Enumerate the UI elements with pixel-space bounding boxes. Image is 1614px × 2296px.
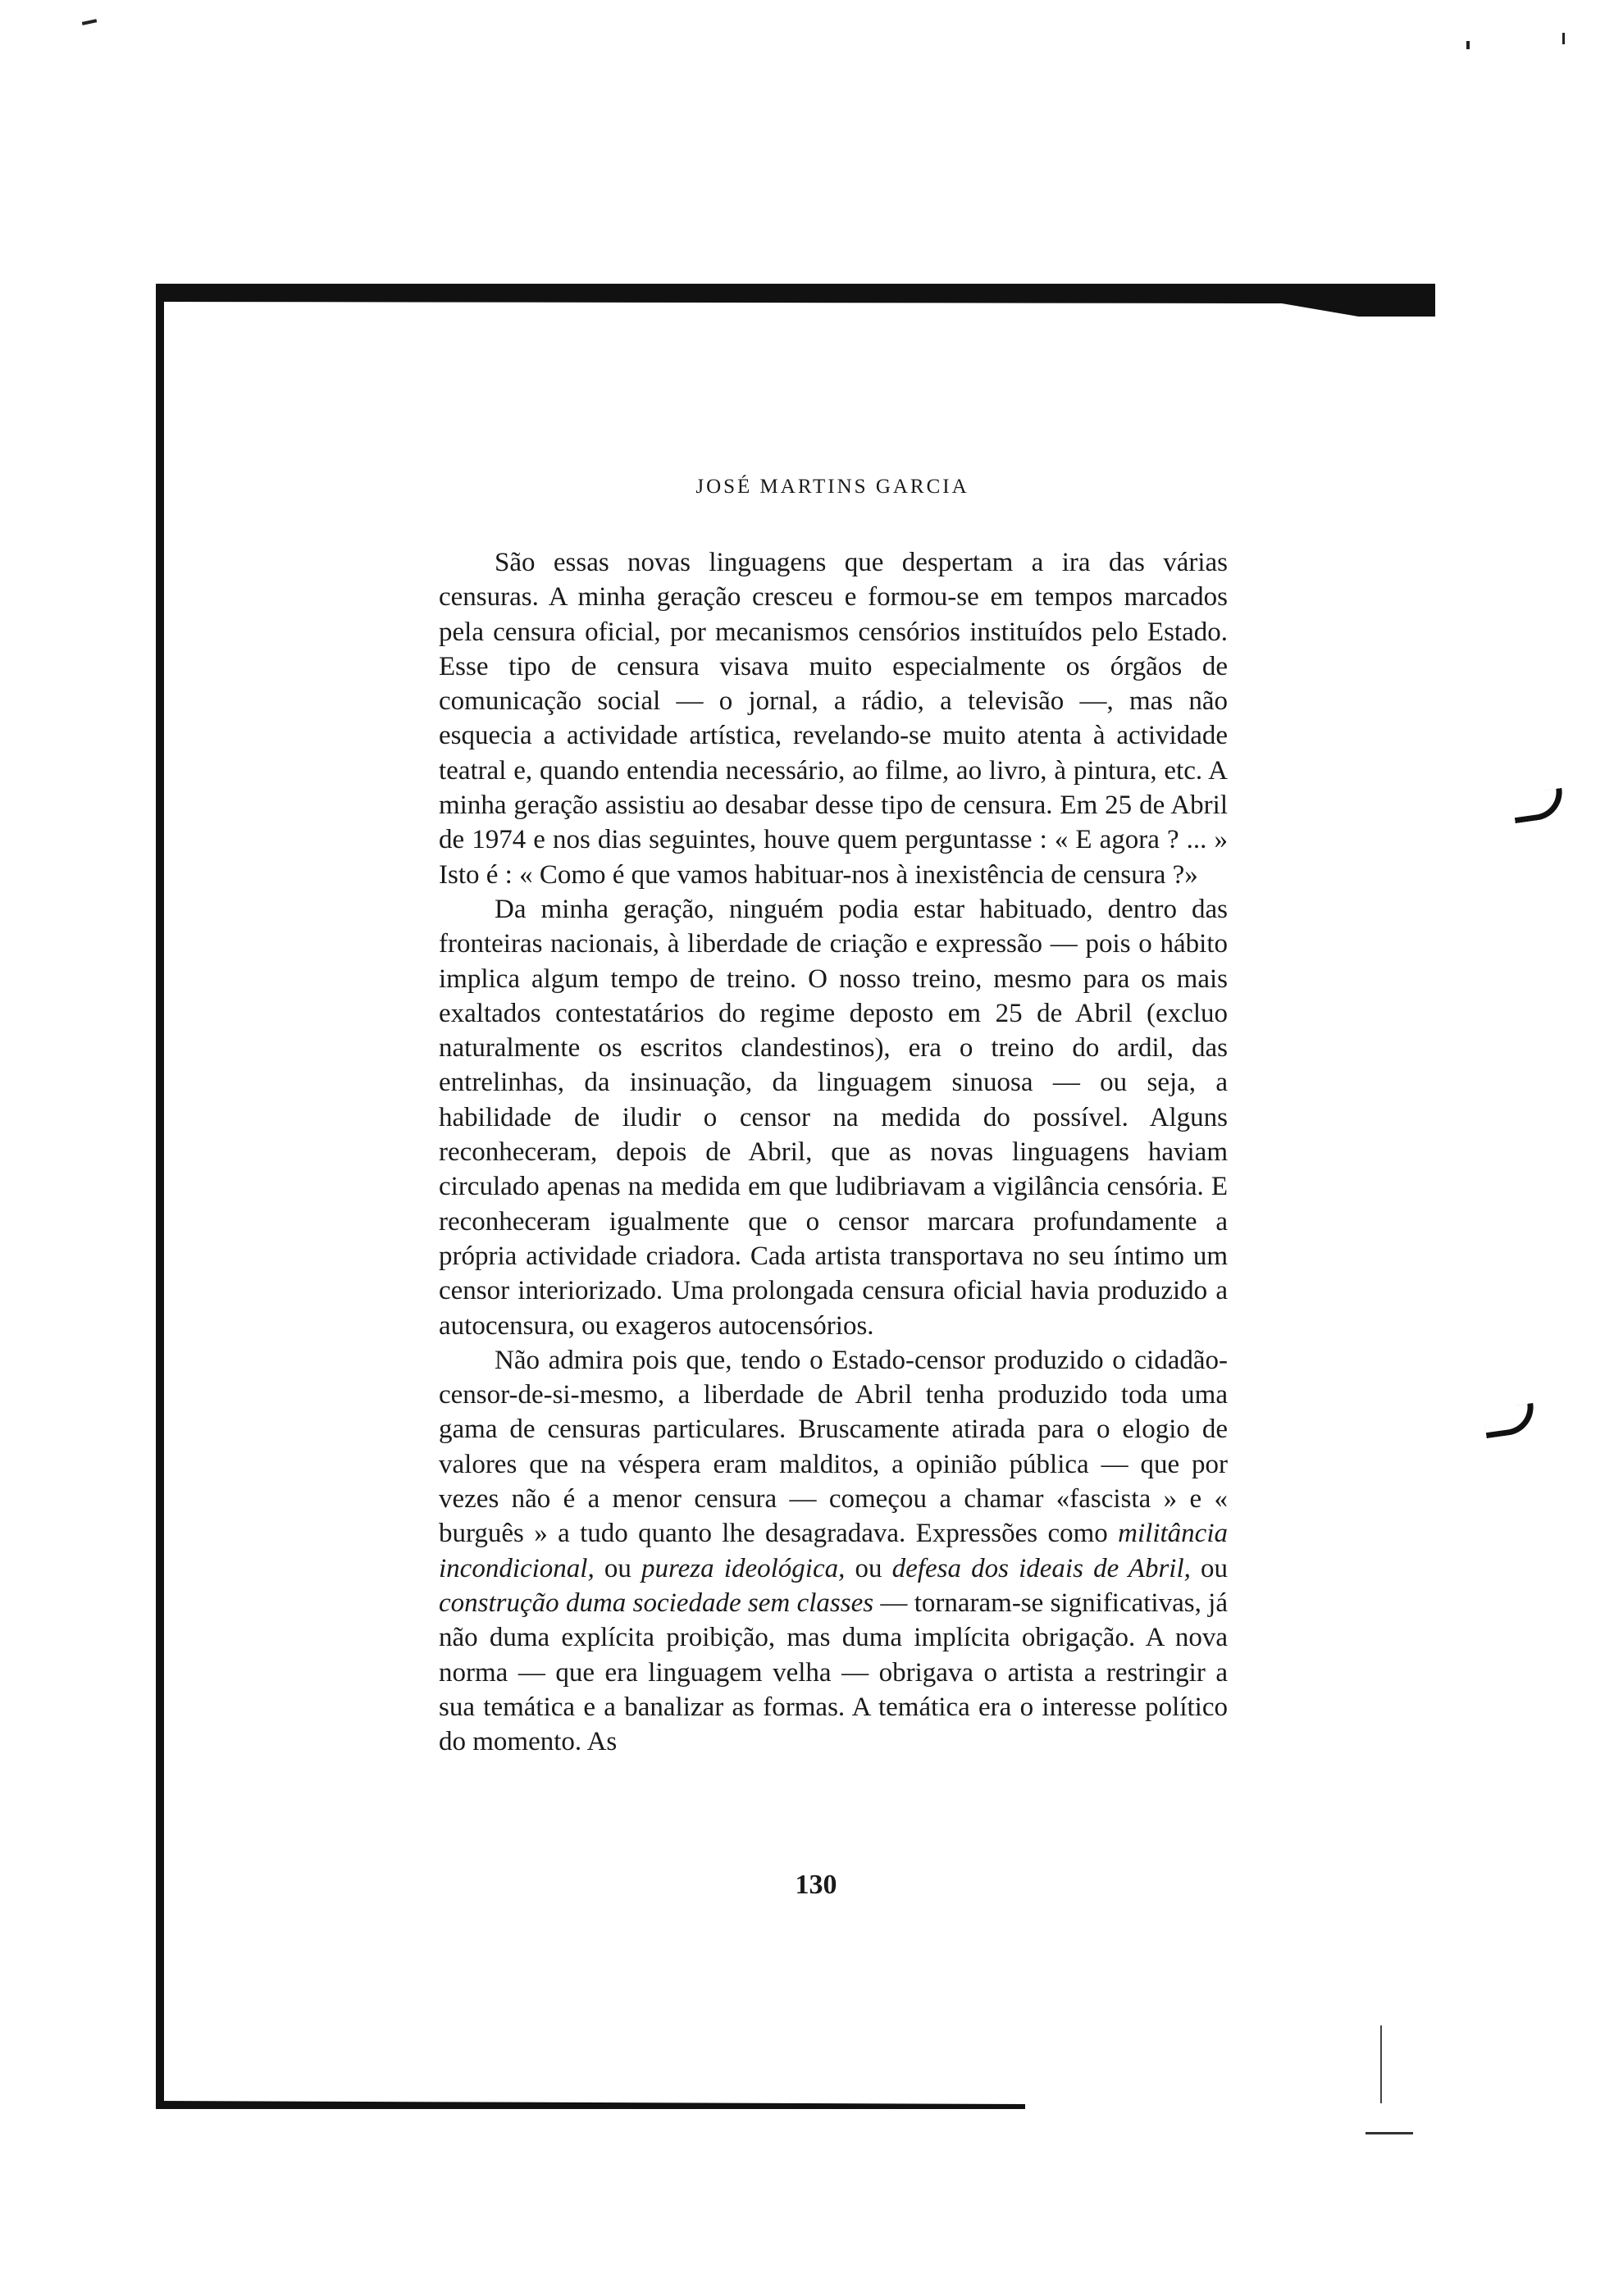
body-text: [439, 545, 1228, 1759]
italic-phrase: pureza ideológica,: [641, 1553, 846, 1583]
scan-speck: [82, 19, 97, 25]
paragraph: [439, 1343, 1228, 1760]
italic-phrase: defesa dos ideais de Abril,: [891, 1553, 1191, 1583]
scan-frame-top-edge: [156, 284, 1435, 317]
running-head: JOSÉ MARTINS GARCIA: [695, 476, 969, 498]
paragraph: São essas novas linguagens que despertam a ira das várias censuras. A minha geração cresceu e formou-se em tempos marcados pela censura oficial, por mecanismos censórios instituídos pelo Estado. Esse tipo de censura visava muito especialmente os órgãos de comunicação social — o jornal, a rádio, a televisão —, mas não esquecia a actividade artística, revelando-se muito atenta à actividade teatral e, quando entendia necessário, ao filme, ao livro, à pintura, etc. A minha geração assistiu ao desabar desse tipo de censura. Em 25 de Abril de 1974 e nos dias seguintes, houve quem perguntasse : « E agora ? ... » Isto é : « Como é que vamos habituar-nos à inexistência de censura ?»: [439, 548, 1228, 890]
italic-phrase: militância incondicional,: [439, 1519, 1228, 1583]
scan-speck: [1466, 41, 1470, 49]
paragraph-text: Não admira pois que, tendo o Estado-censor produzido o cidadão-censor-de-si-mesmo, a liberdade de Abril tenha produzido toda uma gama de censuras particulares. Bruscamente atirada para o elogio de valores que na véspera eram malditos, a opinião pública — que por vezes não é a menor censura — começou a chamar «fascista » e « burguês » a tudo quanto lhe desagradava. Expressões como: [439, 1345, 1228, 1549]
margin-rule: [1380, 2025, 1382, 2103]
margin-check-mark: [1483, 1403, 1537, 1438]
margin-check-mark: [1511, 788, 1566, 823]
scan-frame-left-edge: [156, 284, 164, 2108]
paragraph-text: ou: [1190, 1553, 1229, 1583]
paragraph-text: — tornaram-se significativas, já não duma explícita proibição, mas duma implícita obrigação. A nova norma — que era linguagem velha — obrigava o artista a restringir a sua temática e a banalizar as formas. A temática era o interesse político do momento. As: [439, 1588, 1228, 1757]
italic-phrase: construção duma sociedade sem classes: [439, 1588, 874, 1618]
paragraph-text: ou: [845, 1553, 892, 1583]
margin-rule-foot: [1366, 2132, 1413, 2134]
paragraph-text: ou: [594, 1553, 642, 1583]
page-number: 130: [795, 1870, 837, 1900]
paragraph: Da minha geração, ninguém podia estar habituado, dentro das fronteiras nacionais, à liberdade de criação e expressão — pois o hábito implica algum tempo de treino. O nosso treino, mesmo para os mais exaltados contestatários do regime deposto em 25 de Abril (excluo naturalmente os escritos clandestinos), era o treino do ardil, das entrelinhas, da insinuação, da linguagem sinuosa — ou seja, a habilidade de iludir o censor na medida do possível. Alguns reconheceram, depois de Abril, que as novas linguagens haviam circulado apenas na medida em que ludibriavam a vigilância censória. E reconheceram igualmente que o censor marcara profundamente a própria actividade criadora. Cada artista transportava no seu íntimo um censor interiorizado. Uma prolongada censura oficial havia produzido a autocensura, ou exageros autocensórios.: [439, 894, 1228, 1341]
scan-speck: [1562, 33, 1565, 44]
scan-frame-bottom-edge: [156, 2101, 1025, 2109]
